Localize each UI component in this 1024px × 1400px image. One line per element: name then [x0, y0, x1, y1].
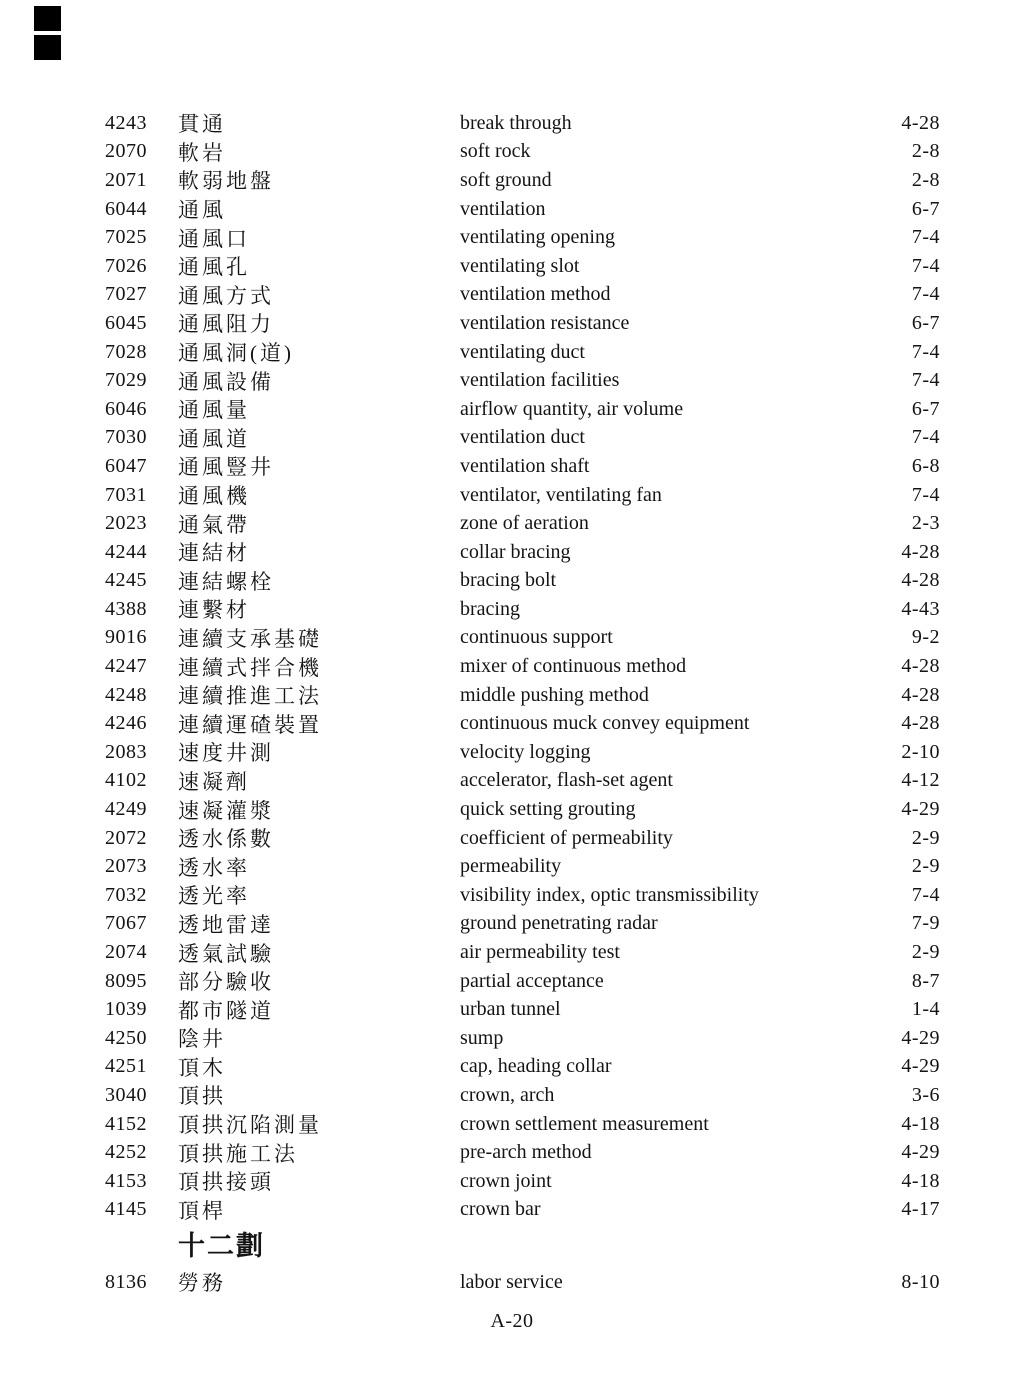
term-english: ventilating duct: [460, 340, 585, 363]
page-ref: 2-3: [911, 512, 940, 535]
term-chinese: 頂拱接頭: [178, 1170, 274, 1195]
page-ref: 4-17: [901, 1198, 940, 1221]
page-ref: 6-7: [911, 197, 940, 220]
term-chinese: 勞務: [178, 1271, 226, 1296]
table-row: [0, 1268, 1024, 1297]
page-ref: 4-28: [901, 569, 940, 592]
term-chinese: 透氣試驗: [178, 941, 274, 966]
page-ref: 3-6: [911, 1083, 940, 1106]
term-chinese: 軟弱地盤: [178, 169, 274, 194]
term-chinese: 貫通: [178, 112, 226, 137]
term-english: ventilation resistance: [460, 311, 630, 334]
term-code: 4252: [105, 1141, 147, 1164]
page-ref: 7-9: [911, 912, 940, 935]
page-ref: 7-4: [911, 883, 940, 906]
term-english: ventilation shaft: [460, 454, 590, 477]
term-chinese: 部分驗收: [178, 970, 274, 995]
page-ref: 2-9: [911, 941, 940, 964]
term-chinese: 頂拱: [178, 1084, 226, 1109]
term-code: 4251: [105, 1055, 147, 1078]
page-ref: 2-9: [911, 826, 940, 849]
term-english: ground penetrating radar: [460, 912, 658, 935]
term-english: crown bar: [460, 1198, 541, 1221]
term-chinese: 頂拱施工法: [178, 1141, 298, 1166]
term-english: partial acceptance: [460, 969, 604, 992]
term-chinese: 速度井測: [178, 741, 274, 766]
term-chinese: 連繫材: [178, 598, 250, 623]
page-ref: 4-28: [901, 655, 940, 678]
page-ref: 1-4: [911, 998, 940, 1021]
term-english: labor service: [460, 1270, 563, 1293]
term-english: soft rock: [460, 140, 531, 163]
table-row: [0, 738, 1024, 767]
scan-artifact-mark: [34, 35, 61, 60]
term-code: 4249: [105, 798, 147, 821]
table-row: [0, 509, 1024, 538]
term-code: 8136: [105, 1270, 147, 1293]
table-row: [0, 223, 1024, 252]
term-chinese: 頂拱沉陷測量: [178, 1113, 322, 1138]
term-english: velocity logging: [460, 740, 591, 763]
table-row: [0, 595, 1024, 624]
term-chinese: 通風洞(道): [178, 341, 294, 366]
term-english: coefficient of permeability: [460, 826, 673, 849]
page-ref: 4-28: [901, 683, 940, 706]
term-english: ventilating slot: [460, 254, 580, 277]
term-code: 4245: [105, 569, 147, 592]
page-ref: 7-4: [911, 283, 940, 306]
table-row: [0, 252, 1024, 281]
term-chinese: 透地雷達: [178, 912, 274, 937]
term-english: collar bracing: [460, 540, 571, 563]
term-chinese: 頂木: [178, 1055, 226, 1080]
page-ref: 7-4: [911, 426, 940, 449]
table-row: [0, 424, 1024, 453]
term-english: airflow quantity, air volume: [460, 397, 684, 420]
term-english: crown settlement measurement: [460, 1112, 709, 1135]
term-code: 7028: [105, 340, 147, 363]
term-english: quick setting grouting: [460, 798, 636, 821]
table-row: [0, 309, 1024, 338]
table-row: [0, 824, 1024, 853]
term-code: 6047: [105, 454, 147, 477]
table-row: [0, 395, 1024, 424]
term-code: 4248: [105, 683, 147, 706]
term-chinese: 通風阻力: [178, 312, 274, 337]
term-chinese: 連結材: [178, 541, 250, 566]
page-ref: 2-8: [911, 140, 940, 163]
table-row: [0, 195, 1024, 224]
table-row: [0, 538, 1024, 567]
term-chinese: 通氣帶: [178, 512, 250, 537]
page-ref: 7-4: [911, 254, 940, 277]
term-code: 2070: [105, 140, 147, 163]
term-code: 4243: [105, 111, 147, 134]
term-code: 7067: [105, 912, 147, 935]
term-english: middle pushing method: [460, 683, 649, 706]
table-row: [0, 795, 1024, 824]
page-ref: 9-2: [911, 626, 940, 649]
term-chinese: 速凝劑: [178, 769, 250, 794]
page-ref: 6-8: [911, 454, 940, 477]
table-row: [0, 1024, 1024, 1053]
term-chinese: 透光率: [178, 884, 250, 909]
page-number: A-20: [490, 1310, 534, 1332]
term-code: 6045: [105, 311, 147, 334]
table-row: [0, 1167, 1024, 1196]
term-code: 4102: [105, 769, 147, 792]
term-chinese: 連續支承基礎: [178, 626, 322, 651]
term-code: 2083: [105, 740, 147, 763]
term-chinese: 陰井: [178, 1027, 226, 1052]
term-chinese: 透水率: [178, 855, 250, 880]
term-code: 8095: [105, 969, 147, 992]
term-english: continuous support: [460, 626, 613, 649]
table-row: [0, 624, 1024, 653]
term-chinese: 通風方式: [178, 283, 274, 308]
term-code: 4250: [105, 1026, 147, 1049]
table-row: [0, 681, 1024, 710]
term-english: ventilation: [460, 197, 546, 220]
term-english: bracing bolt: [460, 569, 557, 592]
page-ref: 4-29: [901, 1055, 940, 1078]
term-english: crown joint: [460, 1169, 552, 1192]
term-chinese: 連結螺栓: [178, 569, 274, 594]
table-row: [0, 967, 1024, 996]
term-chinese: 速凝灌漿: [178, 798, 274, 823]
term-chinese: 通風量: [178, 398, 250, 423]
table-row: [0, 138, 1024, 167]
term-code: 7026: [105, 254, 147, 277]
term-english: crown, arch: [460, 1083, 555, 1106]
term-english: ventilation facilities: [460, 369, 620, 392]
page-ref: 2-9: [911, 855, 940, 878]
term-english: ventilation duct: [460, 426, 585, 449]
table-row: [0, 481, 1024, 510]
table-row: [0, 1053, 1024, 1082]
term-code: 7032: [105, 883, 147, 906]
term-chinese: 透水係數: [178, 827, 274, 852]
term-code: 6044: [105, 197, 147, 220]
table-row: [0, 938, 1024, 967]
term-english: cap, heading collar: [460, 1055, 612, 1078]
term-english: ventilator, ventilating fan: [460, 483, 662, 506]
term-code: 4388: [105, 597, 147, 620]
term-chinese: 通風孔: [178, 255, 250, 280]
term-chinese: 通風道: [178, 426, 250, 451]
page-ref: 7-4: [911, 226, 940, 249]
table-row: [0, 1196, 1024, 1225]
page-ref: 2-10: [901, 740, 940, 763]
page-ref: 6-7: [911, 397, 940, 420]
term-code: 2073: [105, 855, 147, 878]
table-row: [0, 452, 1024, 481]
table-row: [0, 281, 1024, 310]
term-code: 2071: [105, 168, 147, 191]
glossary-rows-after-heading: [0, 1268, 1024, 1297]
page-ref: 4-43: [901, 597, 940, 620]
page-ref: 4-28: [901, 712, 940, 735]
term-code: 4153: [105, 1169, 147, 1192]
page-ref: 4-28: [901, 540, 940, 563]
table-row: [0, 995, 1024, 1024]
term-chinese: 通風設備: [178, 369, 274, 394]
term-english: pre-arch method: [460, 1141, 592, 1164]
table-row: [0, 910, 1024, 939]
page-ref: 7-4: [911, 369, 940, 392]
term-code: 7025: [105, 226, 147, 249]
page-ref: 4-12: [901, 769, 940, 792]
term-english: air permeability test: [460, 941, 620, 964]
page-ref: 7-4: [911, 340, 940, 363]
page-ref: 6-7: [911, 311, 940, 334]
term-english: bracing: [460, 597, 520, 620]
table-row: [0, 338, 1024, 367]
page-ref: 4-18: [901, 1169, 940, 1192]
term-code: 7027: [105, 283, 147, 306]
term-code: 4152: [105, 1112, 147, 1135]
table-row: [0, 567, 1024, 596]
glossary-table: [0, 109, 1024, 1297]
term-english: ventilation method: [460, 283, 611, 306]
term-english: zone of aeration: [460, 512, 589, 535]
term-code: 4247: [105, 655, 147, 678]
term-chinese: 頂桿: [178, 1198, 226, 1223]
table-row: [0, 366, 1024, 395]
term-code: 2074: [105, 941, 147, 964]
page-ref: 4-29: [901, 1141, 940, 1164]
page-ref: 4-29: [901, 1026, 940, 1049]
term-chinese: 通風: [178, 198, 226, 223]
page-ref: 4-18: [901, 1112, 940, 1135]
term-english: visibility index, optic transmissibility: [460, 883, 759, 906]
term-english: break through: [460, 111, 572, 134]
glossary-rows: [0, 109, 1024, 1224]
term-code: 4244: [105, 540, 147, 563]
term-chinese: 通風口: [178, 226, 250, 251]
table-row: [0, 881, 1024, 910]
table-row: [0, 166, 1024, 195]
term-chinese: 連續運碴裝置: [178, 712, 322, 737]
table-row: [0, 1110, 1024, 1139]
page-ref: 7-4: [911, 483, 940, 506]
term-english: mixer of continuous method: [460, 655, 687, 678]
term-code: 7030: [105, 426, 147, 449]
table-row: [0, 1138, 1024, 1167]
page-ref: 4-29: [901, 798, 940, 821]
term-english: sump: [460, 1026, 504, 1049]
page-ref: 8-10: [901, 1270, 940, 1293]
term-code: 7029: [105, 369, 147, 392]
term-chinese: 連續式拌合機: [178, 655, 322, 680]
table-row: [0, 652, 1024, 681]
term-chinese: 通風豎井: [178, 455, 274, 480]
table-row: [0, 709, 1024, 738]
term-english: soft ground: [460, 168, 552, 191]
scan-artifact-mark: [34, 6, 61, 31]
page-ref: 4-28: [901, 111, 940, 134]
term-chinese: 軟岩: [178, 140, 226, 165]
term-chinese: 連續推進工法: [178, 684, 322, 709]
term-code: 2023: [105, 512, 147, 535]
term-english: urban tunnel: [460, 998, 561, 1021]
table-row: [0, 767, 1024, 796]
term-chinese: 都市隧道: [178, 998, 274, 1023]
term-english: permeability: [460, 855, 562, 878]
term-chinese: 通風機: [178, 484, 250, 509]
term-code: 3040: [105, 1083, 147, 1106]
term-code: 4145: [105, 1198, 147, 1221]
term-english: continuous muck convey equipment: [460, 712, 750, 735]
section-heading: 十二劃: [178, 1230, 265, 1261]
term-code: 2072: [105, 826, 147, 849]
table-row: [0, 1081, 1024, 1110]
term-code: 9016: [105, 626, 147, 649]
table-row: [0, 109, 1024, 138]
page-ref: 8-7: [911, 969, 940, 992]
page-ref: 2-8: [911, 168, 940, 191]
term-english: ventilating opening: [460, 226, 615, 249]
term-english: accelerator, flash-set agent: [460, 769, 673, 792]
term-code: 7031: [105, 483, 147, 506]
term-code: 6046: [105, 397, 147, 420]
table-row: [0, 852, 1024, 881]
term-code: 1039: [105, 998, 147, 1021]
term-code: 4246: [105, 712, 147, 735]
